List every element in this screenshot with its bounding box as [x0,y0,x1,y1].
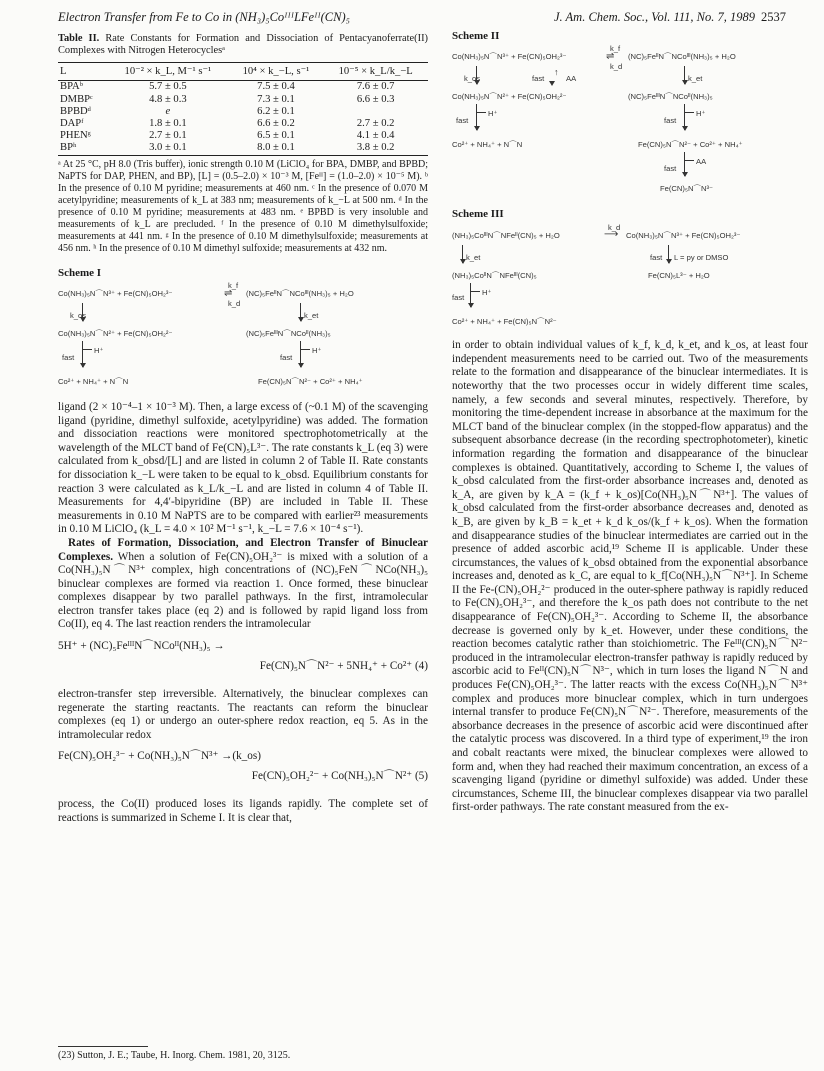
aa-label: AA [696,156,707,166]
equation-line: 5H⁺ + (NC)₅FeᴵᴵᴵN⌒NCoᴵᴵ(NH₃)₅ → [58,640,225,653]
fast-label: fast [664,115,677,125]
down-arrow-icon [470,283,471,307]
scheme-3-products: Co(NH₃)₅N⌒N³⁺ + Fe(CN)₅OH₂³⁻ [626,231,741,241]
table-cell: BPʰ [58,142,107,155]
scheme-1-reactants: Co(NH₃)₅N⌒N³⁺ + Fe(CN)₅OH₂³⁻ [58,288,173,298]
table-row [58,142,428,155]
fast-label: fast [664,163,677,173]
scheme-3-et-product: (NH₃)₅CoᴵᴵN⌒NFeᴵᴵᴵ(CN)₅ [452,271,537,281]
scheme-1-os-products: Co(NH₃)₅N⌒N²⁺ + Fe(CN)₅OH₂²⁻ [58,328,173,338]
scheme-2-kd-label: k_d [610,61,623,71]
table-cell: 5.7 ± 0.5 [149,81,187,93]
scheme-3-l-condition: L = py or DMSO [674,253,729,263]
down-arrow-icon [476,104,477,130]
table-cell: PHENᵍ [60,130,91,142]
table-cell: DMBPᶜ [60,93,93,105]
side-arrow-icon [301,349,310,350]
table-cell [323,106,428,118]
scheme-1-label: Scheme I [58,267,102,280]
scheme-2-final-right: Fe(CN)₅N⌒N²⁻ + Co²⁺ + NH₄⁺ [638,139,743,149]
side-arrow-icon [471,291,480,292]
scheme-3-scavenged: Fe(CN)₅L³⁻ + H₂O [648,271,710,281]
scheme-3-ket-label: k_et [466,253,481,263]
scheme-2-final-left: Co²⁺ + NH₄⁺ + N⌒N [452,139,523,149]
scheme-1-kd-label: k_d [228,298,241,308]
down-arrow-icon [82,303,83,321]
column-header: 10⁻² × k_L, M⁻¹ s⁻¹ [107,62,228,81]
scheme-2-diagram [452,43,808,196]
scheme-2-label: Scheme II [452,30,500,42]
down-arrow-icon [300,341,301,367]
hplus-label: H⁺ [94,345,104,355]
down-arrow-icon [300,303,301,321]
scheme-2-ket-label: k_et [688,73,703,83]
fast-label: fast [532,73,545,83]
scheme-2-et-product: (NC)₅FeᴵᴵᴵN⌒NCoᴵᴵ(NH₃)₅ [628,91,713,101]
scheme-3-diagram [452,223,808,331]
down-arrow-icon [668,245,669,263]
table-cell: 1.8 ± 0.1 [149,118,187,130]
table-cell: 6.2 ± 0.1 [257,105,295,117]
right-arrow-icon: ⟶ [604,229,619,241]
side-arrow-icon [477,112,486,113]
scheme-1-final-right: Fe(CN)₅N⌒N²⁻ + Co²⁺ + NH₄⁺ [258,376,363,386]
table-cell: 4.1 ± 0.4 [356,130,395,142]
table-caption [58,33,428,58]
paragraph [58,537,428,632]
table-cell: 8.0 ± 0.1 [229,142,324,155]
section-heading: Rates of Formation, Dissociation, and Electron Transfer of Binuclear Complexes. [58,536,428,563]
paragraph-text: When a solution of Fe(CN)₅OH₂³⁻ is mixed with a solution of a Co(NH₃)₅N⌒N³⁺ complex, high concentrations of (NC)₅FeN⌒NCo(NH₃)₅ binuclear complexes are formed via reaction 1. Once formed, these binuclear complexes disappear by two parallel pathways. In the first, intramolecular electron transfer takes place (eq 2) and is followed by rapid ligand loss from Co(II), eq 4. The last reaction renders the intramolecular [58,550,428,631]
journal-citation [554,10,786,25]
equilibrium-arrow-icon: ⇌ [224,287,233,299]
scheme-1-final-left: Co²⁺ + NH₄⁺ + N⌒N [58,376,129,386]
left-column [58,30,428,826]
table-cell: 6.6 ± 0.3 [356,93,395,105]
scheme-1-ket-label: k_et [304,310,319,320]
reference-footnote: (23) Sutton, J. E.; Taube, H. Inorg. Chem. 1981, 20, 3125. [58,1050,291,1061]
equation-line: Fe(CN)₅N⌒N²⁻ + 5NH₄⁺ + Co²⁺ (4) [259,660,428,673]
fast-label: fast [452,293,465,303]
running-title: Electron Transfer from Fe to Co in (NH₃)₅CoᴵᴵᴵLFeᴵᴵ(CN)₅ [58,10,350,24]
footnote-divider [58,1046,148,1047]
table-cell: 7.6 ± 0.7 [356,81,395,93]
scheme-2-kos-label: k_os [464,73,481,83]
rate-constants-table [58,62,428,156]
scheme-1-kos-label: k_os [70,310,87,320]
side-arrow-icon [83,349,92,350]
side-arrow-icon [685,112,694,113]
table-cell: BPBDᵈ [60,105,91,117]
fast-label: fast [62,352,75,362]
table-footnotes: ᵃ At 25 °C, pH 8.0 (Tris buffer), ionic strength 0.10 M (LiClO₄ for BPA, DMBP, and BPBD; NaPTS for DAP, PHEN, and BP), [L] = (0.5–2.0) × 10⁻³ M, [Feᴵᴵ] = (1.0–2.0) × 10⁻⁵ M). ᵇ In the presence of 0.10 M pyridine; measurements at 460 nm. ᶜ In the presence of 0.070 M acetylpyridine; measurements of k_L at 383 nm; measurements of k_−L at 500 nm. ᵈ In the presence of 0.10 M pyridine; measurements at 483 nm. ᵉ BPBD is very insoluble and measurements of k_L are precluded. ᶠ In the presence of 0.10 M dimethylsulfoxide; measurements at 441 nm. ᵍ In the presence of 0.10 M dimethylsulfoxide; measurements at 456 nm. ʰ In the presence of 0.10 M dimethyl sulfoxide; measurements at 432 nm. [58,158,428,255]
fast-label: fast [456,115,469,125]
down-arrow-icon [684,66,685,84]
down-arrow-icon [684,104,685,130]
down-arrow-icon [684,152,685,176]
aa-label: AA [566,73,577,83]
equation-line: Fe(CN)₅OH₂³⁻ + Co(NH₃)₅N⌒N³⁺ →(k_os) [58,750,261,763]
journal-name: J. Am. Chem. Soc., Vol. 111, No. 7, 1989 [553,10,755,24]
paragraph: ligand (2 × 10⁻⁴–1 × 10⁻³ M). Then, a large excess of (~0.1 M) of the scavenging ligand (pyridine, dimethyl sulfoxide, acetylpyridine) was added. The formation and dissociation reactions were monitored spectrophotometrically at the wavelength of the MLCT band of Fe(CN)₅L³⁻. The rate constants k_L (eq 3) were calculated from k_obsd/[L] and are listed in column 2 of Table II. Rate constants for dissociation k_−L were taken to be equal to k_obsd. Equilibrium constants for reaction 3 were calculated as k_L/k_−L and are listed in column 4 of Table II. Measurements for 4,4′-bipyridine (BP) are included in Table II. These measurements in 0.10 M NaPTS are to be compared with earlier²³ measurements in 0.10 M LiClO₄ (k_L = 4.0 × 10² M⁻¹ s⁻¹, k_−L = 7.6 × 10⁻⁴ s⁻¹). [58,400,428,536]
table-row [58,118,428,130]
table-cell: 6.6 ± 0.2 [257,118,295,130]
paragraph: electron-transfer step irreversible. Alternatively, the binuclear complexes can regenerate the starting reactants. The reactants can reform the binuclear complexes (eq 1) or undergo an outer-sphere redox reaction, eq 5. As in the intramolecular redox [58,688,428,741]
column-header: 10⁻⁵ × k_L/k_−L [323,62,428,81]
table-cell: 2.7 ± 0.1 [149,130,187,142]
table-cell: 7.5 ± 0.4 [257,81,295,93]
equation-4 [58,640,428,680]
scheme-2-reactants: Co(NH₃)₅N⌒N³⁺ + Fe(CN)₅OH₂³⁻ [452,51,567,61]
table-header-row [58,62,428,81]
column-header: 10⁴ × k_−L, s⁻¹ [229,62,324,81]
down-arrow-icon [476,66,477,84]
table-cell: DAPᶠ [60,118,84,130]
table-cell: BPAᵇ [60,81,83,93]
fast-label: fast [280,352,293,362]
table-cell: 4.8 ± 0.3 [149,93,187,105]
hplus-label: H⁺ [696,108,706,118]
equilibrium-arrow-icon: ⇌ [606,50,615,62]
hplus-label: H⁺ [312,345,322,355]
table-cell: 2.7 ± 0.2 [356,118,395,130]
table-row [58,130,428,142]
scheme-2-reduced-product: Fe(CN)₅N⌒N³⁻ [660,183,714,193]
table-cell: 3.8 ± 0.2 [323,142,428,155]
paragraph: in order to obtain individual values of k_f, k_d, k_et, and k_os, at least four independent measurements need to be carried out. Two of the measurements relate to the formation and disappearance of the binuclear intermediates. It is noteworthy that the two processes occur in widely different time scales, namely, a few seconds and several minutes, respectively. Therefore, by monitoring the time-dependent increase in absorbance at the maximum for the MLCT band of the binuclear complex (in the stopped-flow apparatus) and the subsequent absorbance decrease (in the recording spectrophotometer), kinetic information regarding the formation and disappearance of the binuclear complexes is obtained. Quantitatively, according to Scheme I, the values of k_obsd calculated from the first-order absorbance increases and, denoted as k_A, are given by k_A = (k_f + k_os)[Co(NH₃)₅N⌒N³⁺]. The values of k_obsd calculated from the first-order absorbance decreases and, denoted as k_B, are given by k_B = k_et + k_d k_os/(k_f + k_os). When the formation and disappearance studies of the binuclear intermediates are carried out in the presence of added ascorbic acid,¹⁹ Scheme II is applicable. Under these circumstances, the values of k_obsd obtained from the exponential absorbance increases and, denoted as k_C, are equal to k_f[Co(NH₃)₅N⌒N³⁺]. In Scheme II the Fe-(CN)₅OH₂²⁻ produced in the outer-sphere pathway is rapidly reduced to Fe(CN)₅OH₂³⁻, and therefore the k_os path does not contribute to the net disappearance of Fe(CN)₅OH₂³⁻. According to Scheme II, the absorbance decrease is governed only by k_et. However, under these conditions, the reaction becomes catalytic rather than stoichiometric. The Feᴵᴵᴵ(CN)₅N⌒N²⁻ produced in the intramolecular electron-transfer pathway is rapidly reduced by ascorbic acid to Feᴵᴵ(CN)₅N⌒N³⁻, which in turn loses the ligand N⌒N and produces Fe(CN)₅OH₂³⁻. The latter reacts with the excess Co(NH₃)₅N⌒N³⁺ complex and produces more binuclear complex, which in turn undergoes internal transfer to produce Fe(CN)₅N⌒N²⁻. Therefore, measurements of the absorbance decreases in the presence of ascorbic acid were discontinued after the catalytic process was discovered. In a third type of experiment,¹⁹ the iron and cobalt reactants were mixed, the binuclear complexes were allowed to form and, when they had reached their maximum concentration, an excess of a scavenging ligand (pyridine or dimethyl sulfoxide) was added. Under these circumstances, Scheme III, the binuclear complexes disappear via two parallel first-order pathways. The rate constant measured from the ex- [452,339,808,814]
table-row [58,94,428,106]
down-arrow-icon [82,341,83,367]
scheme-1-kf-label: k_f [228,280,239,290]
table-label: Table II. [58,33,100,44]
fast-label: fast [650,253,663,263]
up-arrow-icon: ↑ [554,66,559,77]
hplus-label: H⁺ [488,108,498,118]
scheme-3-label: Scheme III [452,207,504,220]
table-cell: 6.5 ± 0.1 [257,130,295,142]
equation-5 [58,750,428,790]
scheme-1-binuclear: (NC)₅FeᴵᴵN⌒NCoᴵᴵᴵ(NH₃)₅ + H₂O [246,288,354,298]
scheme-3-final: Co²⁺ + NH₄⁺ + Fe(CN)₅N⌒N²⁻ [452,317,557,327]
equation-line: Fe(CN)₅OH₂²⁻ + Co(NH₃)₅N⌒N²⁺ (5) [251,770,428,783]
table-title: Rate Constants for Formation and Dissociation of Pentacyanoferrate(II) Complexes with Nitrogen Heterocyclesᵃ [58,33,428,57]
table-row [58,106,428,118]
table-cell: 7.3 ± 0.1 [257,93,295,105]
paragraph: process, the Co(II) produced loses its ligands rapidly. The complete set of reactions is summarized in Scheme I. It is clear that, [58,798,428,825]
table-row [58,81,428,94]
table-cell: 3.0 ± 0.1 [107,142,228,155]
column-header: L [58,62,107,81]
table-cell: e [165,105,171,117]
down-arrow-icon [462,245,463,263]
scheme-1-diagram [58,280,428,401]
right-column [452,30,808,815]
page-number: 2537 [761,10,786,24]
scheme-3-kd-label: k_d [608,223,621,233]
side-arrow-icon [685,160,694,161]
running-header [58,10,786,28]
scheme-2-os-products: Co(NH₃)₅N⌒N²⁺ + Fe(CN)₅OH₂²⁻ [452,91,567,101]
scheme-1-et-product: (NC)₅FeᴵᴵᴵN⌒NCoᴵᴵ(NH₃)₅ [246,328,331,338]
scheme-2-binuclear: (NC)₅FeᴵᴵN⌒NCoᴵᴵᴵ(NH₃)₅ + H₂O [628,51,736,61]
scheme-2-kf-label: k_f [610,43,621,53]
hplus-label: H⁺ [482,288,492,298]
scheme-3-binuclear: (NH₃)₅CoᴵᴵᴵN⌒NFeᴵᴵ(CN)₅ + H₂O [452,231,560,241]
